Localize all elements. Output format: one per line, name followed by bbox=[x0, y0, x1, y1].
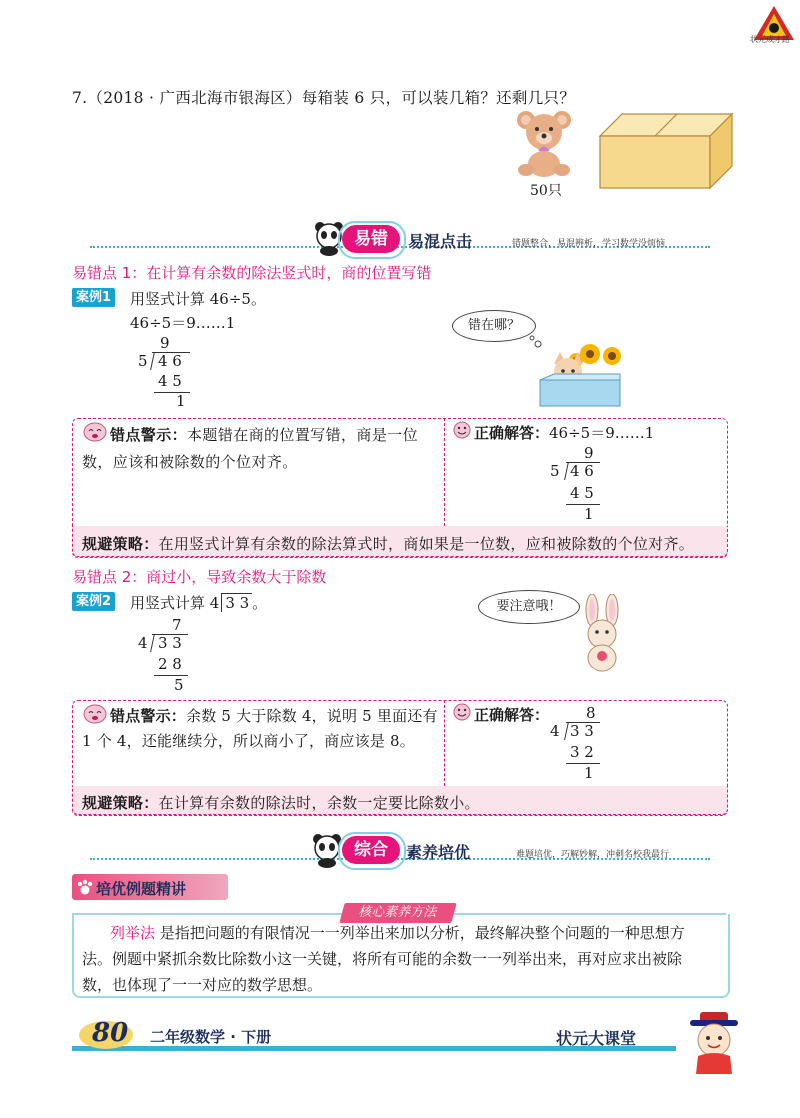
banner-title-1: 易混点击 bbox=[408, 232, 473, 251]
banner-badge-2: 综合 bbox=[342, 836, 400, 864]
strategy-1-label: 规避策略： bbox=[82, 535, 159, 553]
bear-count-label: 50只 bbox=[530, 183, 562, 199]
division-1-product: 4 5 bbox=[158, 372, 182, 390]
cat-sunflower-icon bbox=[520, 334, 628, 408]
banner-subtitle-1: 错题整合，易混辨析，学习数学没烦恼 bbox=[512, 239, 666, 249]
method-label: 核心素养方法 bbox=[339, 903, 456, 923]
case-1-text: 用竖式计算 46÷5。 bbox=[130, 290, 266, 308]
banner-subtitle-2: 难题培优，巧解妙解，冲刺名校我最行 bbox=[516, 850, 670, 860]
division-2-product: 2 8 bbox=[158, 655, 182, 673]
answer-1-subtract-line bbox=[566, 504, 600, 505]
answer-1-quotient: 9 bbox=[584, 444, 594, 462]
answer-2-product: 3 2 bbox=[570, 743, 594, 761]
paw-icon bbox=[76, 878, 94, 896]
division-2-quotient: 7 bbox=[172, 616, 182, 634]
answer-1-remainder: 1 bbox=[584, 505, 594, 523]
error-2-answer-label: 正确解答： bbox=[474, 706, 550, 724]
brand-logo-text: 状元成才路 bbox=[750, 35, 790, 44]
division-1-dividend: 4 6 bbox=[158, 352, 182, 370]
teddy-bear-icon bbox=[512, 108, 576, 178]
error-point-2-title: 易错点 2：商过小，导致余数大于除数 bbox=[72, 568, 327, 586]
division-1-bracket bbox=[150, 352, 155, 370]
division-1-divisor: 5 bbox=[138, 352, 148, 370]
error-1-answer-label: 正确解答： bbox=[474, 424, 550, 442]
case-2-text bbox=[130, 592, 267, 613]
method-line-2: 法。例题中紧抓余数比除数小这一关键，将所有可能的余数一一列举出来，再对应求出被除 bbox=[82, 950, 683, 968]
book-title: 二年级数学 · 下册 bbox=[150, 1028, 272, 1046]
error-box-1-divider bbox=[444, 418, 445, 526]
banner-badge-1: 易错 bbox=[342, 225, 400, 253]
division-2-bracket bbox=[150, 634, 155, 652]
answer-1-dividend: 4 6 bbox=[570, 462, 594, 480]
rabbit-icon bbox=[574, 594, 630, 674]
case-2-badge: 案例2 bbox=[72, 592, 115, 611]
speech-bubble-2: 要注意哦！ bbox=[478, 590, 580, 624]
smile-face-icon bbox=[452, 420, 472, 440]
division-1-quotient: 9 bbox=[160, 334, 170, 352]
method-paragraph bbox=[82, 920, 722, 998]
error-1-warning-text: 本题错在商的位置写错，商是一位数，应该和被除数的个位对齐。 bbox=[82, 426, 419, 471]
page-number: 80 bbox=[92, 1018, 129, 1048]
strategy-1-text: 在用竖式计算有余数的除法算式时，商如果是一位数，应和被除数的个位对齐。 bbox=[158, 535, 695, 553]
error-1-warning bbox=[82, 422, 438, 476]
error-point-1-title: 易错点 1：在计算有余数的除法竖式时，商的位置写错 bbox=[72, 264, 432, 282]
method-line-3: 数，也体现了一一对应的数学思想。 bbox=[82, 976, 323, 994]
division-2-remainder: 5 bbox=[174, 676, 184, 694]
strategy-2 bbox=[82, 792, 480, 813]
answer-1-divisor: 5 bbox=[550, 462, 560, 480]
error-1-answer bbox=[474, 422, 654, 443]
question-7: 7.（2018 · 广西北海市银海区）每箱装 6 只，可以装几箱？还剩几只？ bbox=[72, 89, 576, 107]
mascot-scholar-icon bbox=[682, 1010, 746, 1074]
answer-2-remainder: 1 bbox=[584, 764, 594, 782]
strategy-1 bbox=[82, 533, 694, 554]
brand-name: 状元大课堂 bbox=[556, 1029, 637, 1048]
banner-title-2: 素养培优 bbox=[406, 843, 471, 862]
method-line-1 bbox=[82, 920, 722, 946]
cardboard-box-icon bbox=[598, 110, 734, 190]
speech-bubble-1: 错在哪？ bbox=[452, 310, 536, 342]
answer-2-subtract-line bbox=[566, 763, 600, 764]
method-text-1: 是指把问题的有限情况一一列举出来加以分析，最终解决整个问题的一种思想方 bbox=[159, 924, 685, 942]
answer-1-product: 4 5 bbox=[570, 484, 594, 502]
case-2-inline-dividend: 3 3 bbox=[221, 593, 252, 612]
case-1-equation: 46÷5＝9……1 bbox=[130, 314, 236, 332]
strategy-2-text: 在计算有余数的除法时，余数一定要比除数小。 bbox=[158, 794, 480, 812]
answer-2-divisor: 4 bbox=[550, 722, 560, 740]
error-2-warning-text: 余数 5 大于除数 4，说明 5 里面还有 1 个 4，还能继续分，所以商小了，商应该是 8。 bbox=[82, 707, 438, 750]
division-2-divisor: 4 bbox=[138, 634, 148, 652]
division-2-dividend: 3 3 bbox=[158, 634, 182, 652]
error-2-warning bbox=[82, 704, 440, 754]
case-2-text-start: 用竖式计算 4 bbox=[130, 594, 220, 612]
error-2-warning-label: 错点警示： bbox=[110, 707, 187, 725]
case-2-text-end: 。 bbox=[252, 594, 268, 612]
division-1-remainder: 1 bbox=[176, 392, 186, 410]
error-1-answer-equation: 46÷5＝9……1 bbox=[549, 424, 655, 442]
strategy-2-label: 规避策略： bbox=[82, 794, 159, 812]
error-box-2-divider bbox=[444, 700, 445, 786]
peiyou-tab-label: 培优例题精讲 bbox=[96, 880, 187, 898]
error-1-warning-label: 错点警示： bbox=[110, 426, 188, 444]
case-1-badge: 案例1 bbox=[72, 288, 115, 307]
answer-2-quotient: 8 bbox=[586, 704, 596, 722]
answer-2-dividend: 3 3 bbox=[570, 722, 594, 740]
method-name: 列举法 bbox=[110, 924, 156, 942]
smile-face-icon bbox=[452, 702, 472, 722]
